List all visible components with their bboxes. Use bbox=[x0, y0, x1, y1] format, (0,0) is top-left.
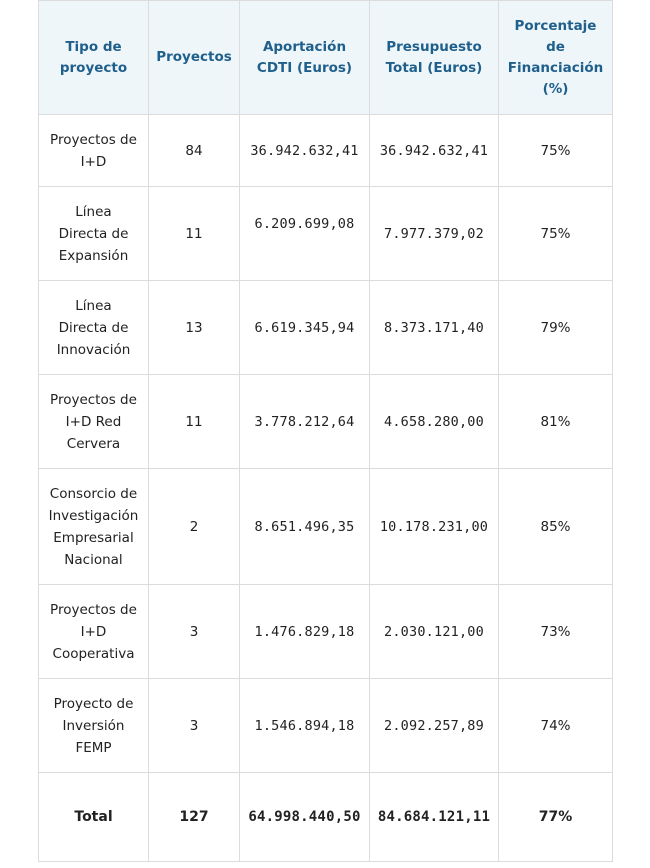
total-tipo: Total bbox=[39, 773, 149, 862]
table-row bbox=[39, 585, 613, 679]
total-row bbox=[39, 773, 613, 862]
cell-presupuesto: 36.942.632,41 bbox=[370, 115, 499, 187]
financing-table bbox=[38, 0, 613, 862]
cell-presupuesto: 4.658.280,00 bbox=[370, 375, 499, 469]
cell-presupuesto: 7.977.379,02 bbox=[370, 187, 499, 281]
cell-aportacion: 8.651.496,35 bbox=[240, 469, 370, 585]
cell-porcentaje: 75% bbox=[499, 187, 613, 281]
cell-proyectos: 11 bbox=[149, 187, 240, 281]
header-proyectos: Proyectos bbox=[149, 1, 240, 115]
cell-tipo: Proyectos de I+D Red Cervera bbox=[39, 375, 149, 469]
cell-aportacion: 1.476.829,18 bbox=[240, 585, 370, 679]
cell-proyectos: 13 bbox=[149, 281, 240, 375]
cell-porcentaje: 81% bbox=[499, 375, 613, 469]
table-row bbox=[39, 469, 613, 585]
header-tipo: Tipo de proyecto bbox=[39, 1, 149, 115]
cell-porcentaje: 74% bbox=[499, 679, 613, 773]
cell-proyectos: 3 bbox=[149, 679, 240, 773]
cell-aportacion bbox=[240, 187, 370, 281]
cell-tipo: Proyecto de Inversión FEMP bbox=[39, 679, 149, 773]
cell-presupuesto: 10.178.231,00 bbox=[370, 469, 499, 585]
cell-tipo: Línea Directa de Innovación bbox=[39, 281, 149, 375]
cell-proyectos: 11 bbox=[149, 375, 240, 469]
cell-proyectos: 3 bbox=[149, 585, 240, 679]
cell-proyectos: 84 bbox=[149, 115, 240, 187]
header-porcentaje: Porcentaje de Financiación (%) bbox=[499, 1, 613, 115]
total-proyectos: 127 bbox=[149, 773, 240, 862]
table-container bbox=[38, 0, 612, 862]
table-row bbox=[39, 187, 613, 281]
cell-presupuesto: 2.092.257,89 bbox=[370, 679, 499, 773]
cell-aportacion: 1.546.894,18 bbox=[240, 679, 370, 773]
table-row bbox=[39, 281, 613, 375]
table-row bbox=[39, 679, 613, 773]
cell-tipo: Línea Directa de Expansión bbox=[39, 187, 149, 281]
total-porcentaje: 77% bbox=[499, 773, 613, 862]
cell-aportacion: 36.942.632,41 bbox=[240, 115, 370, 187]
cell-tipo: Proyectos de I+D Cooperativa bbox=[39, 585, 149, 679]
cell-porcentaje: 73% bbox=[499, 585, 613, 679]
cell-porcentaje: 75% bbox=[499, 115, 613, 187]
header-presupuesto: Presupuesto Total (Euros) bbox=[370, 1, 499, 115]
table-row bbox=[39, 375, 613, 469]
header-row bbox=[39, 1, 613, 115]
cell-presupuesto: 2.030.121,00 bbox=[370, 585, 499, 679]
cell-porcentaje: 79% bbox=[499, 281, 613, 375]
cell-aportacion: 3.778.212,64 bbox=[240, 375, 370, 469]
cell-tipo: Consorcio de Investigación Empresarial Nacional bbox=[39, 469, 149, 585]
cell-aportacion: 6.619.345,94 bbox=[240, 281, 370, 375]
cell-tipo: Proyectos de I+D bbox=[39, 115, 149, 187]
cell-proyectos: 2 bbox=[149, 469, 240, 585]
cell-aportacion-value: 6.209.699,08 bbox=[254, 215, 355, 232]
total-aportacion: 64.998.440,50 bbox=[240, 773, 370, 862]
table-row bbox=[39, 115, 613, 187]
cell-porcentaje: 85% bbox=[499, 469, 613, 585]
cell-presupuesto: 8.373.171,40 bbox=[370, 281, 499, 375]
header-aportacion: Aportación CDTI (Euros) bbox=[240, 1, 370, 115]
total-presupuesto: 84.684.121,11 bbox=[370, 773, 499, 862]
